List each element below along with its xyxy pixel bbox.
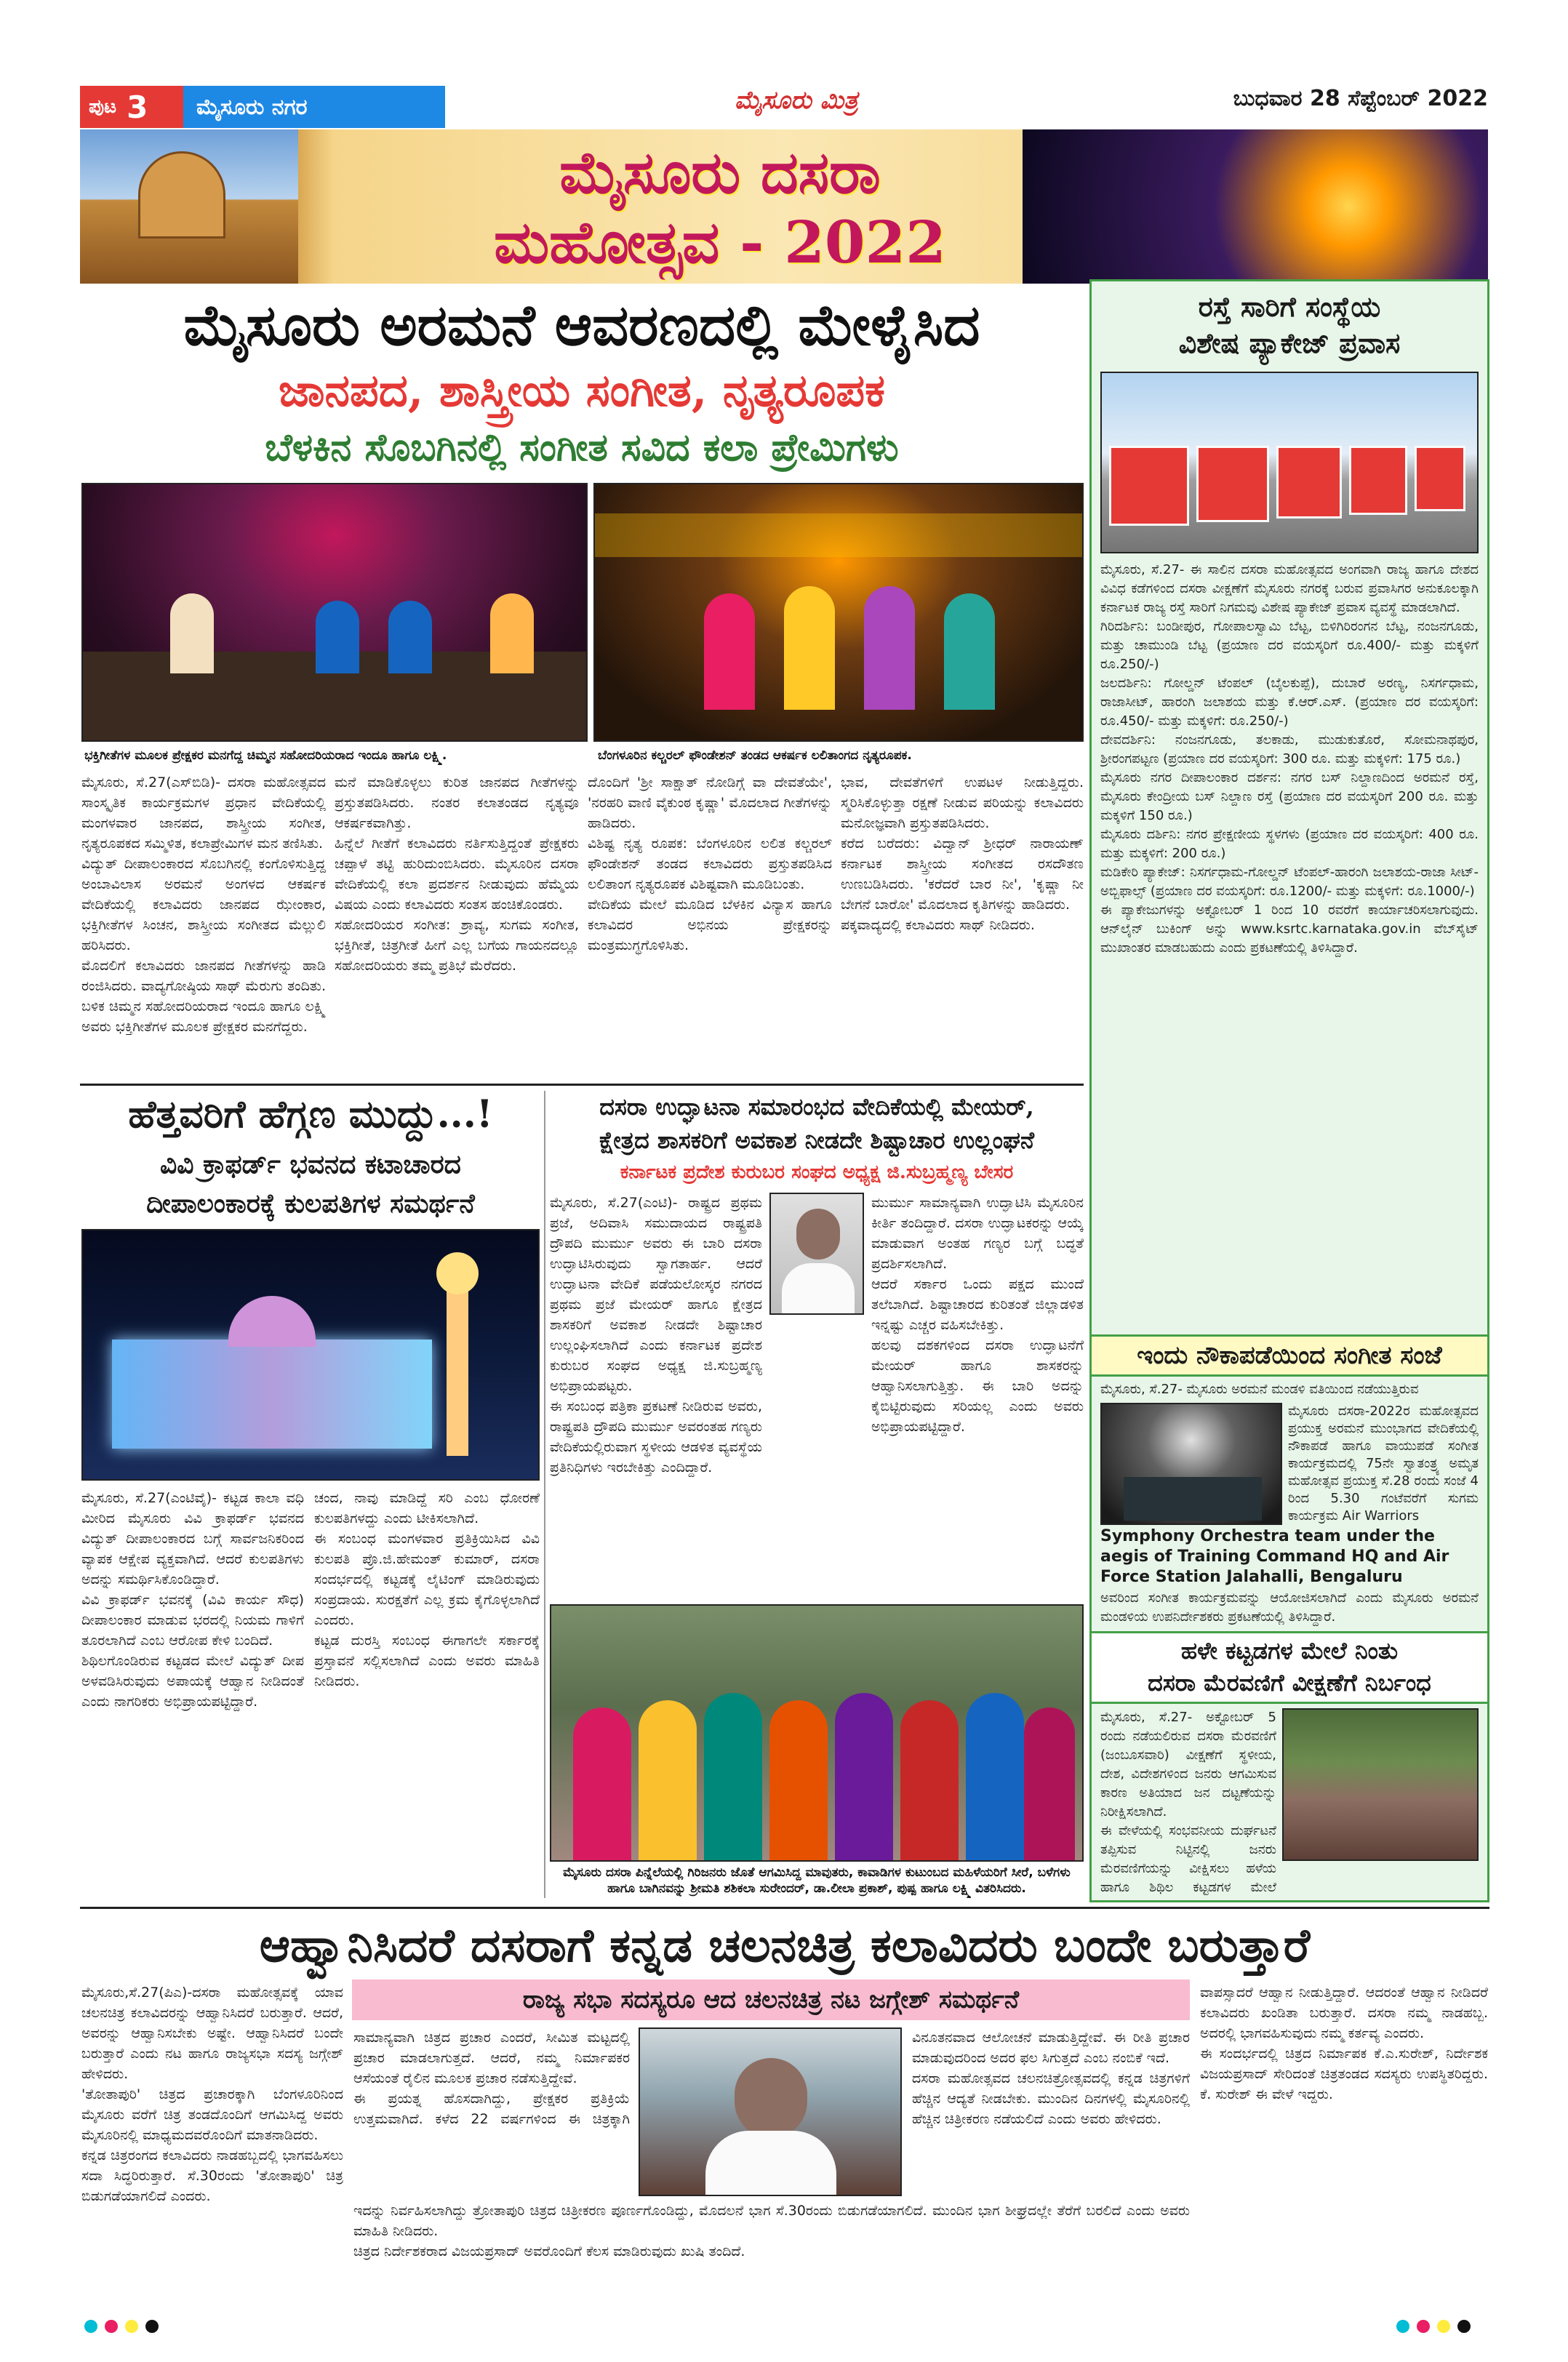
building-headline-2: ದಸರಾ ಮೆರವಣಿಗೆ ವೀಕ್ಷಣೆಗೆ ನಿರ್ಬಂಧ (1148, 1669, 1431, 1697)
lead-column-4: ಭಾವ, ದೇವತೆಗಳಿಗೆ ಉಪಟಳ ನೀಡುತ್ತಿದ್ದರು. ಸ್ಮರಿಸಿಕೊಳ್ಳುತ್ತಾ ರಕ್ಷಣೆ ನೀಡುವ ಪರಿಯನ್ನು ಕಲಾವಿದರು ಮನೋಜ್ಞವಾಗಿ ಪ್ರಸ್ತುತಪಡಿಸಿದರು. ಕರೆದ ಬರೆದರು: ವಿದ್ವಾನ್ ಶ್ರೀಧರ್ ನಾರಾಯಣ್ ಕರ್ನಾಟಕ ಶಾಸ್ತ್ರೀಯ ಸಂಗೀತದ ರಸದೌತಣ ಉಣಬಡಿಸಿದರು. 'ಕರೆದರೆ ಬಾರ ನೀ', 'ಕೃಷ್ಣಾ ನೀ ಬೇಗನೆ ಬಾರೋ' ಮೊದಲಾದ ಕೃತಿಗಳನ್ನು ಹಾಡಿದರು. ಪಕ್ಕವಾದ್ಯದಲ್ಲಿ ಕಲಾವಿದರು ಸಾಥ್ ನೀಡಿದರು. (841, 774, 1084, 933)
concert-photo-caption: ಭಕ್ತಿಗೀತೆಗಳ ಮೂಲಕ ಪ್ರೇಕ್ಷಕರ ಮನಗೆದ್ದ ಚಿಮ್ಮನ ಸಹೋದರಿಯರಾದ ಇಂದೂ ಹಾಗೂ ಲಕ್ಷ್ಮಿ. (84, 748, 447, 763)
banner-title-line1: ಮೈಸೂರು ದಸರಾ (559, 138, 881, 207)
dance-photo-caption: ಬೆಂಗಳೂರಿನ ಕಲ್ಚರಲ್ ಫೌಂಡೇಶನ್ ತಂಡದ ಆಕರ್ಷಕ ಲಲಿತಾಂಗದ ನೃತ್ಯರೂಪಕ. (598, 748, 912, 763)
illumination-image (1023, 129, 1488, 284)
bus-headline-1: ರಸ್ತೆ ಸಾರಿಗೆ ಸಂಸ್ಥೆಯ (1198, 290, 1381, 323)
convocation-subhead-2: ದೀಪಾಲಂಕಾರಕ್ಕೆ ಕುಲಪತಿಗಳ ಸಮರ್ಥನೆ (146, 1188, 475, 1219)
protocol-headline-2: ಕ್ಷೇತ್ರದ ಶಾಸಕರಿಗೆ ಅವಕಾಶ ನೀಡದೇ ಶಿಷ್ಟಾಚಾರ ಉಲ್ಲಂಘನೆ (599, 1126, 1035, 1154)
convocation-column-1: ಮೈಸೂರು, ಸೆ.27(ಎಂಟಿವೈ)- ಕಟ್ಟಡ ಕಾಲಾ ವಧಿ ಮೀರಿದ ಮೈಸೂರು ವಿವಿ ಕ್ರಾಫರ್ಡ್ ಭವನದ ವಿದ್ಯುತ್ ದೀಪಾಲಂಕಾರದ ಬಗ್ಗೆ ಸಾರ್ವಜನಿಕರಿಂದ ವ್ಯಾಪಕ ಆಕ್ಷೇಪ ವ್ಯಕ್ತವಾಗಿದೆ. ಆದರೆ ಕುಲಪತಿಗಳು ಅದನ್ನು ಸಮರ್ಥಿಸಿಕೊಂಡಿದ್ದಾರೆ. ವಿವಿ ಕ್ರಾಫರ್ಡ್ ಭವನಕ್ಕೆ (ವಿವಿ ಕಾರ್ಯ ಸೌಧ) ದೀಪಾಲಂಕಾರ ಮಾಡುವ ಭರದಲ್ಲಿ ನಿಯಮ ಗಾಳಿಗೆ ತೂರಲಾಗಿದೆ ಎಂಬ ಆರೋಪ ಕೇಳಿ ಬಂದಿದೆ. ಶಿಥಿಲಗೊಂಡಿರುವ ಕಟ್ಟಡದ ಮೇಲೆ ವಿದ್ಯುತ್ ದೀಪ ಅಳವಡಿಸಿರುವುದು ಅಪಾಯಕ್ಕೆ ಆಹ್ವಾನ ನೀಡಿದಂತೆ ಎಂದು ನಾಗರಿಕರು ಅಭಿಪ್ರಾಯಪಟ್ಟಿದ್ದಾರೆ. (81, 1490, 304, 1710)
dance-photo (593, 483, 1084, 742)
orchestra-photo (1100, 1403, 1282, 1525)
protocol-column-1: ಮೈಸೂರು, ಸೆ.27(ಎಂಟಿ)- ರಾಷ್ಟ್ರದ ಪ್ರಥಮ ಪ್ರಜೆ, ಅದಿವಾಸಿ ಸಮುದಾಯದ ರಾಷ್ಟ್ರಪತಿ ದ್ರೌಪದಿ ಮುರ್ಮು ಅವರು ಈ ಬಾರಿ ದಸರಾ ಉದ್ಘಾಟಿಸಿರುವುದು ಸ್ವಾಗತಾರ್ಹ. ಆದರೆ ಉದ್ಘಾಟನಾ ವೇದಿಕೆ ಪಡೆಯಲೋಸ್ಕರ ನಗರದ ಪ್ರಥಮ ಪ್ರಜೆ ಮೇಯರ್ ಹಾಗೂ ಕ್ಷೇತ್ರದ ಶಾಸಕರಿಗೆ ಅವಕಾಶ ನೀಡದೇ ಶಿಷ್ಟಾಚಾರ ಉಲ್ಲಂಘಿಸಲಾಗಿದೆ ಎಂದು ಕರ್ನಾಟಕ ಪ್ರದೇಶ ಕುರುಬರ ಸಂಘದ ಅಧ್ಯಕ್ಷ ಜಿ.ಸುಬ್ರಹ್ಮಣ್ಯ ಅಭಿಪ್ರಾಯಪಟ್ಟರು. ಈ ಸಂಬಂಧ ಪತ್ರಿಕಾ ಪ್ರಕಟಣೆ ನೀಡಿರುವ ಅವರು, ರಾಷ್ಟ್ರಪತಿ ದ್ರೌಪದಿ ಮುರ್ಮು ಅವರಂತಹ ಗಣ್ಯರು ವೇದಿಕೆಯಲ್ಲಿರುವಾಗ ಸ್ಥಳೀಯ ಆಡಳಿತ ವ್ಯವಸ್ಥೆಯ ಪ್ರತಿನಿಧಿಗಳು ಇರಬೇಕಿತ್ತು ಎಂದಿದ್ದಾರೆ. (550, 1195, 762, 1476)
building-story-body: ಮೈಸೂರು, ಸೆ.27- ಅಕ್ಟೋಬರ್ 5 ರಂದು ನಡೆಯಲಿರುವ ದಸರಾ ಮೆರವಣಿಗೆ (ಜಂಬೂಸವಾರಿ) ವೀಕ್ಷಣೆಗೆ ಸ್ಥಳೀಯ, ದೇಶ, ವಿದೇಶಗಳಿಂದ ಜನರು ಆಗಮಿಸುವ ಕಾರಣ ಅತಿಯಾದ ಜನ ದಟ್ಟಣೆಯನ್ನು ನಿರೀಕ್ಷಿಸಲಾಗಿದೆ. ಈ ವೇಳೆಯಲ್ಲಿ ಸಂಭವನೀಯ ದುರ್ಘಟನೆ ತಪ್ಪಿಸುವ ನಿಟ್ಟಿನಲ್ಲಿ ಜನರು ಮೆರವಣಿಗೆಯನ್ನು ವೀಕ್ಷಿಸಲು ಹಳೆಯ ಹಾಗೂ ಶಿಥಿಲ ಕಟ್ಟಡಗಳ ಮೇಲೆ (1100, 1710, 1276, 1895)
jaggesh-subhead: ರಾಜ್ಯ ಸಭಾ ಸದಸ್ಯರೂ ಆದ ಚಲನಚಿತ್ರ ನಟ ಜಗ್ಗೇಶ್ ಸಮರ್ಥನೆ (522, 1985, 1020, 2014)
registration-marks-right (1396, 2320, 1484, 2334)
lead-headline: ಮೈಸೂರು ಅರಮನೆ ಆವರಣದಲ್ಲಿ ಮೇಳೈಸಿದ (183, 292, 980, 359)
concert-headline: ಇಂದು ನೌಕಾಪಡೆಯಿಂದ ಸಂಗೀತ ಸಂಜೆ (1137, 1341, 1442, 1370)
dasara-banner (80, 129, 1488, 284)
lead-column-1: ಮೈಸೂರು, ಸೆ.27(ಎಸ್‌ಬಿಡಿ)- ದಸರಾ ಮಹೋತ್ಸವದ ಸಾಂಸ್ಕೃತಿಕ ಕಾರ್ಯಕ್ರಮಗಳ ಪ್ರಧಾನ ವೇದಿಕೆಯಲ್ಲಿ ಮಂಗಳವಾರ ಜಾನಪದ, ಶಾಸ್ತ್ರೀಯ ಸಂಗೀತ, ನೃತ್ಯರೂಪಕದ ಸಮ್ಮಿಳಿತ, ಕಲಾಪ್ರೇಮಿಗಳ ಮನ ತಣಿಸಿತು. ವಿದ್ಯುತ್ ದೀಪಾಲಂಕಾರದ ಸೊಬಗಿನಲ್ಲಿ ಕಂಗೊಳಿಸುತ್ತಿದ್ದ ಅಂಬಾವಿಲಾಸ ಅರಮನೆ ಅಂಗಳದ ಆಕರ್ಷಕ ವೇದಿಕೆಯಲ್ಲಿ ಕಲಾವಿದರು ಜಾನಪದ ಝೇಂಕಾರ, ಭಕ್ತಿಗೀತೆಗಳ ಸಿಂಚನ, ಶಾಸ್ತ್ರೀಯ ಸಂಗೀತದ ಮೆಲ್ಲುಲಿ ಹರಿಸಿದರು. ಮೊದಲಿಗೆ ಕಲಾವಿದರು ಜಾನಪದ ಗೀತೆಗಳನ್ನು ಹಾಡಿ ರಂಜಿಸಿದರು. ವಾದ್ಯಗೋಷ್ಠಿಯ ಸಾಥ್ ಮೆರುಗು ತಂದಿತು. ಬಳಿಕ ಚಿಮ್ಮನ ಸಹೋದರಿಯರಾದ ಇಂದೂ ಹಾಗೂ ಲಕ್ಷ್ಮಿ ಅವರು ಭಕ್ತಿಗೀತೆಗಳ ಮೂಲಕ ಪ್ರೇಕ್ಷಕರ ಮನಗೆದ್ದರು. (81, 774, 326, 1035)
palace-image (80, 129, 298, 284)
page-number-box (80, 86, 183, 128)
tribal-women-photo (550, 1604, 1084, 1862)
page-number: 3 (127, 89, 148, 125)
convocation-column-2: ಚಂದ, ನಾವು ಮಾಡಿದ್ದೆ ಸರಿ ಎಂಬ ಧೋರಣೆ ಕುಲಪತಿಗಳದ್ದು ಎಂದು ಟೀಕಿಸಲಾಗಿದೆ. ಈ ಸಂಬಂಧ ಮಂಗಳವಾರ ಪ್ರತಿಕ್ರಿಯಿಸಿದ ವಿವಿ ಕುಲಪತಿ ಪ್ರೊ.ಜಿ.ಹೇಮಂತ್ ಕುಮಾರ್, ದಸರಾ ಸಂದರ್ಭದಲ್ಲಿ ಕಟ್ಟಡಕ್ಕೆ ಲೈಟಿಂಗ್ ಮಾಡಿರುವುದು ಸಂಪ್ರದಾಯ. ಸುರಕ್ಷತೆಗೆ ಎಲ್ಲ ಕ್ರಮ ಕೈಗೊಳ್ಳಲಾಗಿದೆ ಎಂದರು. ಕಟ್ಟಡ ದುರಸ್ತಿ ಸಂಬಂಧ ಈಗಾಗಲೇ ಸರ್ಕಾರಕ್ಕೆ ಪ್ರಸ್ತಾವನೆ ಸಲ್ಲಿಸಲಾಗಿದೆ ಎಂದು ಅವರು ಮಾಹಿತಿ ನೀಡಿದರು. (314, 1490, 540, 1689)
section-divider (80, 1084, 1084, 1086)
bus-story-body: ಮೈಸೂರು, ಸೆ.27- ಈ ಸಾಲಿನ ದಸರಾ ಮಹೋತ್ಸವದ ಅಂಗವಾಗಿ ರಾಜ್ಯ ಹಾಗೂ ದೇಶದ ವಿವಿಧ ಕಡೆಗಳಿಂದ ದಸರಾ ವೀಕ್ಷಣೆಗೆ ಮೈಸೂರು ನಗರಕ್ಕೆ ಬರುವ ಪ್ರವಾಸಿಗರ ಅನುಕೂಲಕ್ಕಾಗಿ ಕರ್ನಾಟಕ ರಾಜ್ಯ ರಸ್ತೆ ಸಾರಿಗೆ ನಿಗಮವು ವಿಶೇಷ ಪ್ಯಾಕೇಜ್ ಪ್ರವಾಸ ವ್ಯವಸ್ಥೆ ಮಾಡಲಾಗಿದೆ. ಗಿರಿದರ್ಶಿನಿ: ಬಂಡೀಪುರ, ಗೋಪಾಲಸ್ವಾಮಿ ಬೆಟ್ಟ, ಬಿಳಿಗಿರಿರಂಗನ ಬೆಟ್ಟ, ನಂಜನಗೂಡು, ಮತ್ತು ಚಾಮುಂಡಿ ಬೆಟ್ಟ (ಪ್ರಯಾಣ ದರ ವಯಸ್ಕರಿಗೆ ರೂ.400/- ಮತ್ತು ಮಕ್ಕಳಿಗೆ ರೂ.250/-) ಜಲದರ್ಶಿನಿ: ಗೋಲ್ಡನ್ ಟೆಂಪಲ್ (ಬೈಲಕುಪ್ಪೆ), ದುಬಾರೆ ಅರಣ್ಯ, ನಿಸರ್ಗಧಾಮ, ರಾಜಾಸೀಟ್, ಹಾರಂಗಿ ಜಲಾಶಯ ಮತ್ತು ಕೆ.ಆರ್.ಎಸ್. (ಪ್ರಯಾಣ ದರ ವಯಸ್ಕರಿಗೆ: ರೂ.450/- ಮತ್ತು ಮಕ್ಕಳಿಗೆ: ರೂ.250/-) ದೇವದರ್ಶಿನಿ: ನಂಜನಗೂಡು, ತಲಕಾಡು, ಮುಡುಕುತೊರೆ, ಸೋಮನಾಥಪುರ, ಶ್ರೀರಂಗಪಟ್ಟಣ (ಪ್ರಯಾಣ ದರ ವಯಸ್ಕರಿಗೆ: 300 ರೂ. ಮತ್ತು ಮಕ್ಕಳಿಗೆ: 175 ರೂ.) ಮೈಸೂರು ನಗರ ದೀಪಾಲಂಕಾರ ದರ್ಶನ: ನಗರ ಬಸ್ ನಿಲ್ದಾಣದಿಂದ ಅರಮನೆ ರಸ್ತೆ, ಮೈಸೂರು ಕೇಂದ್ರೀಯ ಬಸ್ ನಿಲ್ದಾಣ ರಸ್ತೆ (ಪ್ರಯಾಣ ದರ ವಯಸ್ಕರಿಗೆ 200 ರೂ. ಮತ್ತು ಮಕ್ಕಳಿಗೆ 150 ರೂ.) ಮೈಸೂರು ದರ್ಶಿನಿ: ನಗರ ಪ್ರೇಕ್ಷಣೀಯ ಸ್ಥಳಗಳು (ಪ್ರಯಾಣ ದರ ವಯಸ್ಕರಿಗೆ: 400 ರೂ. ಮತ್ತು ಮಕ್ಕಳಿಗೆ: 200 ರೂ.) ಮಡಿಕೇರಿ ಪ್ಯಾಕೇಜ್: ನಿಸರ್ಗಧಾಮ-ಗೋಲ್ಡನ್ ಟೆಂಪಲ್-ಹಾರಂಗಿ ಜಲಾಶಯ-ರಾಜಾ ಸೀಟ್-ಅಬ್ಬಿಫಾಲ್ಸ್ (ಪ್ರಯಾಣ ದರ ವಯಸ್ಕರಿಗೆ: ರೂ.1200/- ಮತ್ತು ಮಕ್ಕಳಿಗೆ: ರೂ.1000/-) ಈ ಪ್ಯಾಕೇಜುಗಳನ್ನು ಅಕ್ಟೋಬರ್ 1 ರಿಂದ 10 ರವರೆಗೆ ಕಾರ್ಯಾಚರಿಸಲಾಗುವುದು. ಆನ್‌ಲೈನ್ ಬುಕಿಂಗ್ ಅನ್ನು www.ksrtc.karnataka.gov.in ವೆಬ್‌ಸೈಟ್ ಮುಖಾಂತರ ಮಾಡಬಹುದು ಎಂದು ಪ್ರಕಟಣೆಯಲ್ಲಿ ತಿಳಿಸಿದ್ದಾರೆ. (1100, 562, 1479, 956)
bottom-column-1: ಮೈಸೂರು,ಸೆ.27(ಪಿಎ)-ದಸರಾ ಮಹೋತ್ಸವಕ್ಕೆ ಯಾವ ಚಲನಚಿತ್ರ ಕಲಾವಿದರನ್ನು ಆಹ್ವಾನಿಸಿದರೆ ಬರುತ್ತಾರೆ. ಆದರೆ, ಅವರನ್ನು ಆಹ್ವಾನಿಸಬೇಕು ಅಷ್ಟೇ. ಆಹ್ವಾನಿಸಿದರೆ ಬಂದೇ ಬರುತ್ತಾರೆ ಎಂದು ನಟ ಹಾಗೂ ರಾಜ್ಯಸಭಾ ಸದಸ್ಯ ಜಗ್ಗೇಶ್ ಹೇಳಿದರು. 'ತೋತಾಪುರಿ' ಚಿತ್ರದ ಪ್ರಚಾರಕ್ಕಾಗಿ ಬೆಂಗಳೂರಿನಿಂದ ಮೈಸೂರು ವರೆಗೆ ಚಿತ್ರ ತಂಡದೊಂದಿಗೆ ಆಗಮಿಸಿದ್ದ ಅವರು ಮೈಸೂರಿನಲ್ಲಿ ಮಾಧ್ಯಮದವರೊಂದಿಗೆ ಮಾತನಾಡಿದರು. ಕನ್ನಡ ಚಿತ್ರರಂಗದ ಕಲಾವಿದರು ನಾಡಹಬ್ಬದಲ್ಲಿ ಭಾಗವಹಿಸಲು ಸದಾ ಸಿದ್ಧರಿರುತ್ತಾರೆ. ಸೆ.30ರಂದು 'ತೋತಾಪುರಿ' ಚಿತ್ರ ಬಿಡುಗಡೆಯಾಗಲಿದೆ ಎಂದರು. (81, 1985, 343, 2204)
registration-marks-left (84, 2320, 172, 2334)
lead-column-3: ದೊಂದಿಗೆ 'ಶ್ರೀ ಸಾಕ್ಷಾತ್ ನೋಡಿಗ್ಗೆ ವಾ ದೇವತೆಯೇ', 'ನರಹರಿ ವಾಣಿ ವೈಕುಂಠ ಕೃಷ್ಣಾ' ಮೊದಲಾದ ಗೀತೆಗಳನ್ನು ಹಾಡಿದರು. ವಿಶಿಷ್ಟ ನೃತ್ಯ ರೂಪಕ: ಬೆಂಗಳೂರಿನ ಲಲಿತ ಕಲ್ಚರಲ್ ಫೌಂಡೇಶನ್ ತಂಡದ ಕಲಾವಿದರು ಪ್ರಸ್ತುತಪಡಿಸಿದ ಲಲಿತಾಂಗ ನೃತ್ಯರೂಪಕ ವಿಶಿಷ್ಟವಾಗಿ ಮೂಡಿಬಂತು. ವೇದಿಕೆಯ ಮೇಲೆ ಮೂಡಿದ ಬೆಳಕಿನ ವಿನ್ಯಾಸ ಹಾಗೂ ಕಲಾವಿದರ ಅಭಿನಯ ಪ್ರೇಕ್ಷಕರನ್ನು ಮಂತ್ರಮುಗ್ಧಗೊಳಿಸಿತು. (588, 774, 832, 953)
jaggesh-photo (639, 2027, 902, 2196)
concert-body: ಮೈಸೂರು ದಸರಾ-2022ರ ಮಹೋತ್ಸವದ ಪ್ರಯುಕ್ತ ಅರಮನೆ ಮುಂಭಾಗದ ವೇದಿಕೆಯಲ್ಲಿ ನೌಕಾಪಡೆ ಹಾಗೂ ವಾಯುಪಡೆ ಸಂಗೀತ ಕಾರ್ಯಕ್ರಮದಲ್ಲಿ 75ನೇ ಸ್ವಾತಂತ್ರ್ಯ ಅಮೃತ ಮಹೋತ್ಸವ ಪ್ರಯುಕ್ತ ಸೆ.28 ರಂದು ಸಂಜೆ 4 ರಿಂದ 5.30 ಗಂಟೆವರೆಗೆ ಸುಗಮ ಕಾರ್ಯಕ್ರಮ Air Warriors (1288, 1404, 1479, 1524)
bus-headline-2: ವಿಶೇಷ ಪ್ಯಾಕೇಜ್ ಪ್ರವಾಸ (1178, 327, 1401, 359)
ksrtc-buses-photo (1100, 372, 1479, 553)
column-divider (544, 1091, 545, 1898)
convocation-subhead-1: ವಿವಿ ಕ್ರಾಫರ್ಡ್ ಭವನದ ಕಟಾಚಾರದ (160, 1149, 461, 1180)
lead-subhead: ಜಾನಪದ, ಶಾಸ್ತ್ರೀಯ ಸಂಗೀತ, ನೃತ್ಯರೂಪಕ (278, 364, 886, 417)
crowd-on-building-photo (1282, 1708, 1479, 1861)
lead-column-2: ಮನೆ ಮಾಡಿಕೊಳ್ಳಲು ಕುರಿತ ಜಾನಪದ ಗೀತೆಗಳನ್ನು ಪ್ರಸ್ತುತಪಡಿಸಿದರು. ನಂತರ ಕಲಾತಂಡದ ನೃತ್ಯವೂ ಆಕರ್ಷಕವಾಗಿತ್ತು. ಹಿನ್ನೆಲೆ ಗೀತೆಗೆ ಕಲಾವಿದರು ನರ್ತಿಸುತ್ತಿದ್ದಂತೆ ಪ್ರೇಕ್ಷಕರು ಚಪ್ಪಾಳೆ ತಟ್ಟಿ ಹುರಿದುಂಬಿಸಿದರು. ಮೈಸೂರಿನ ದಸರಾ ವೇದಿಕೆಯಲ್ಲಿ ಕಲಾ ಪ್ರದರ್ಶನ ನೀಡುವುದು ಹೆಮ್ಮೆಯ ವಿಷಯ ಎಂದು ಕಲಾವಿದರು ಸಂತಸ ಹಂಚಿಕೊಂಡರು. ಸಹೋದರಿಯರ ಸಂಗೀತ: ಶ್ರಾವ್ಯ, ಸುಗಮ ಸಂಗೀತ, ಭಕ್ತಿಗೀತೆ, ಚಿತ್ರಗೀತೆ ಹೀಗೆ ಎಲ್ಲ ಬಗೆಯ ಗಾಯನದಲ್ಲೂ ಸಹೋದರಿಯರು ತಮ್ಮ ಪ್ರತಿಭೆ ಮೆರೆದರು. (335, 774, 579, 974)
masthead-logo: ಮೈಸೂರು ಮಿತ್ರ (735, 86, 858, 115)
bottom-column-2: ಸಾಮಾನ್ಯವಾಗಿ ಚಿತ್ರದ ಪ್ರಚಾರ ಎಂದರೆ, ಸೀಮಿತ ಮಟ್ಟದಲ್ಲಿ ಪ್ರಚಾರ ಮಾಡಲಾಗುತ್ತದೆ. ಆದರೆ, ನಮ್ಮ ನಿರ್ಮಾಪಕರ ಆಸೆಯಂತೆ ರೈಲಿನ ಮೂಲಕ ಪ್ರಚಾರ ನಡೆಸುತ್ತಿದ್ದೇವೆ. ಈ ಪ್ರಯತ್ನ ಹೊಸದಾಗಿದ್ದು, ಪ್ರೇಕ್ಷಕರ ಪ್ರತಿಕ್ರಿಯೆ ಉತ್ತಮವಾಗಿದೆ. ಕಳೆದ 22 ವರ್ಷಗಳಿಂದ ಈ ಚಿತ್ರಕ್ಕಾಗಿ (353, 2030, 630, 2127)
section-title: ಮೈಸೂರು ನಗರ (183, 86, 445, 128)
bottom-divider (80, 1907, 1489, 1909)
lead-kicker: ಬೆಳಕಿನ ಸೊಬಗಿನಲ್ಲಿ ಸಂಗೀತ ಸವಿದ ಕಲಾ ಪ್ರೇಮಿಗಳು (265, 425, 899, 470)
building-headline-1: ಹಳೇ ಕಟ್ಟಡಗಳ ಮೇಲೆ ನಿಂತು (1180, 1637, 1399, 1665)
protocol-byline: ಕರ್ನಾಟಕ ಪ್ರದೇಶ ಕುರುಬರ ಸಂಘದ ಅಧ್ಯಕ್ಷ ಜಿ.ಸುಬ್ರಹ್ಮಣ್ಯ ಬೇಸರ (620, 1161, 1014, 1183)
bottom-column-3: ಇದನ್ನು ನಿರ್ವಹಿಸಲಾಗಿದ್ದು ತ್ರೋತಾಪುರಿ ಚಿತ್ರದ ಚಿತ್ರೀಕರಣ ಪೂರ್ಣಗೊಂಡಿದ್ದು, ಮೊದಲನೆ ಭಾಗ ಸೆ.30ರಂದು ಬಿಡುಗಡೆಯಾಗಲಿದೆ. ಮುಂದಿನ ಭಾಗ ಶೀಘ್ರದಲ್ಲೇ ತೆರೆಗೆ ಬರಲಿದೆ ಎಂದು ಅವರು ಮಾಹಿತಿ ನೀಡಿದರು. ಚಿತ್ರದ ನಿರ್ದೇಶಕರಾದ ವಿಜಯಪ್ರಸಾದ್ ಅವರೊಂದಿಗೆ ಕೆಲಸ ಮಾಡಿರುವುದು ಖುಷಿ ತಂದಿದೆ. (353, 2203, 1190, 2259)
bottom-column-4: ವಿನೂತನವಾದ ಆಲೋಚನೆ ಮಾಡುತ್ತಿದ್ದೇವೆ. ಈ ರೀತಿ ಪ್ರಚಾರ ಮಾಡುವುದರಿಂದ ಅದರ ಫಲ ಸಿಗುತ್ತದೆ ಎಂಬ ನಂಬಿಕೆ ಇದೆ. ದಸರಾ ಮಹೋತ್ಸವದ ಚಲನಚಿತ್ರೋತ್ಸವದಲ್ಲಿ ಕನ್ನಡ ಚಿತ್ರಗಳಿಗೆ ಹೆಚ್ಚಿನ ಆದ್ಯತೆ ನೀಡಬೇಕು. ಮುಂದಿನ ದಿನಗಳಲ್ಲಿ ಮೈಸೂರಿನಲ್ಲಿ ಹೆಚ್ಚಿನ ಚಿತ್ರೀಕರಣ ನಡೆಯಲಿದೆ ಎಂದು ಅವರು ಹೇಳಿದರು. (912, 2030, 1190, 2127)
concert-english-line: Symphony Orchestra team under the aegis of Training Command HQ and Air Force Station Jalahalli, Bengaluru (1100, 1527, 1449, 1586)
crawford-hall-photo (81, 1229, 540, 1481)
concert-lead: ಮೈಸೂರು, ಸೆ.27- ಮೈಸೂರು ಅರಮನೆ ಮಂಡಳಿ ವತಿಯಿಂದ ನಡೆಯುತ್ತಿರುವ (1100, 1382, 1419, 1397)
convocation-headline: ಹೆತ್ತವರಿಗೆ ಹೆಗ್ಗಣ ಮುದ್ದು...! (128, 1092, 493, 1137)
concert-photo (81, 483, 588, 742)
right-sidebar (1089, 279, 1489, 1902)
concert-tail: ಅವರಿಂದ ಸಂಗೀತ ಕಾರ್ಯಕ್ರಮವನ್ನು ಆಯೋಜಿಸಲಾಗಿದೆ ಎಂದು ಮೈಸೂರು ಅರಮನೆ ಮಂಡಳಿಯ ಉಪನಿರ್ದೇಶಕರು ಪ್ರಕಟಣೆಯಲ್ಲಿ ತಿಳಿಸಿದ್ದಾರೆ. (1100, 1590, 1479, 1625)
subramanya-portrait (769, 1193, 864, 1315)
page-label: ಪುಟ (89, 95, 117, 118)
protocol-column-2: ಮುರ್ಮು ಸಾಮಾನ್ಯವಾಗಿ ಉದ್ಘಾಟಿಸಿ ಮೈಸೂರಿನ ಕೀರ್ತಿ ತಂದಿದ್ದಾರೆ. ದಸರಾ ಉದ್ಘಾಟಕರನ್ನು ಆಯ್ಕೆ ಮಾಡುವಾಗ ಅಂತಹ ಗಣ್ಯರ ಬಗ್ಗೆ ಬದ್ಧತೆ ಪ್ರದರ್ಶಿಸಲಾಗಿದೆ. ಆದರೆ ಸರ್ಕಾರ ಒಂದು ಪಕ್ಷದ ಮುಂದೆ ತಲೆಬಾಗಿದೆ. ಶಿಷ್ಟಾಚಾರದ ಕುರಿತಂತೆ ಜಿಲ್ಲಾಡಳಿತ ಇನ್ನಷ್ಟು ಎಚ್ಚರ ವಹಿಸಬೇಕಿತ್ತು. ಹಲವು ದಶಕಗಳಿಂದ ದಸರಾ ಉದ್ಘಾಟನೆಗೆ ಮೇಯರ್ ಹಾಗೂ ಶಾಸಕರನ್ನು ಆಹ್ವಾನಿಸಲಾಗುತ್ತಿತ್ತು. ಈ ಬಾರಿ ಅದನ್ನು ಕೈಬಿಟ್ಟಿರುವುದು ಸರಿಯಲ್ಲ ಎಂದು ಅವರು ಅಭಿಪ್ರಾಯಪಟ್ಟಿದ್ದಾರೆ. (871, 1195, 1084, 1435)
bottom-headline: ಆಹ್ವಾನಿಸಿದರೆ ದಸರಾಗೆ ಕನ್ನಡ ಚಲನಚಿತ್ರ ಕಲಾವಿದರು ಬಂದೇ ಬರುತ್ತಾರೆ (259, 1918, 1311, 1973)
bottom-column-5: ವಾಪಸ್ಸಾದರೆ ಆಹ್ವಾನ ನೀಡುತ್ತಿದ್ದಾರೆ. ಆದರಂತೆ ಆಹ್ವಾನ ನೀಡಿದರೆ ಕಲಾವಿದರು ಖಂಡಿತಾ ಬರುತ್ತಾರೆ. ದಸರಾ ನಮ್ಮ ನಾಡಹಬ್ಬ. ಅದರಲ್ಲಿ ಭಾಗವಹಿಸುವುದು ನಮ್ಮ ಕರ್ತವ್ಯ ಎಂದರು. ಈ ಸಂದರ್ಭದಲ್ಲಿ ಚಿತ್ರದ ನಿರ್ಮಾಪಕ ಕೆ.ಎ.ಸುರೇಶ್, ನಿರ್ದೇಶಕ ವಿಜಯಪ್ರಸಾದ್ ಸೇರಿದಂತೆ ಚಿತ್ರತಂಡದ ಸದಸ್ಯರು ಉಪಸ್ಥಿತರಿದ್ದರು. ಕೆ. ಸುರೇಶ್ ಈ ವೇಳೆ ಇದ್ದರು. (1200, 1985, 1488, 2102)
issue-date: ಬುಧವಾರ 28 ಸೆಪ್ಟೆಂಬರ್ 2022 (1233, 86, 1488, 111)
tribal-photo-caption: ಮೈಸೂರು ದಸರಾ ಪಿನ್ನೆಲೆಯಲ್ಲಿ ಗಿರಿಜನರು ಜೊತೆ ಆಗಮಿಸಿದ್ದ ಮಾವುತರು, ಕಾವಾಡಿಗಳ ಕುಟುಂಬದ ಮಹಿಳೆಯರಿಗೆ ಸೀರೆ, ಬಳೆಗಳು ಹಾಗೂ ಬಾಗಿನವನ್ನು ಶ್ರೀಮತಿ ಶಶಿಕಲಾ ಸುರೇಂದರ್, ಡಾ.ಲೀಲಾ ಪ್ರಕಾಶ್, ಪುಷ್ಪ ಹಾಗೂ ಲಕ್ಷ್ಮಿ ವಿತರಿಸಿದರು. (563, 1865, 1071, 1896)
banner-title-line2: ಮಹೋತ್ಸವ - 2022 (494, 208, 946, 276)
protocol-headline-1: ದಸರಾ ಉದ್ಘಾಟನಾ ಸಮಾರಂಭದ ವೇದಿಕೆಯಲ್ಲಿ ಮೇಯರ್, (599, 1093, 1034, 1121)
